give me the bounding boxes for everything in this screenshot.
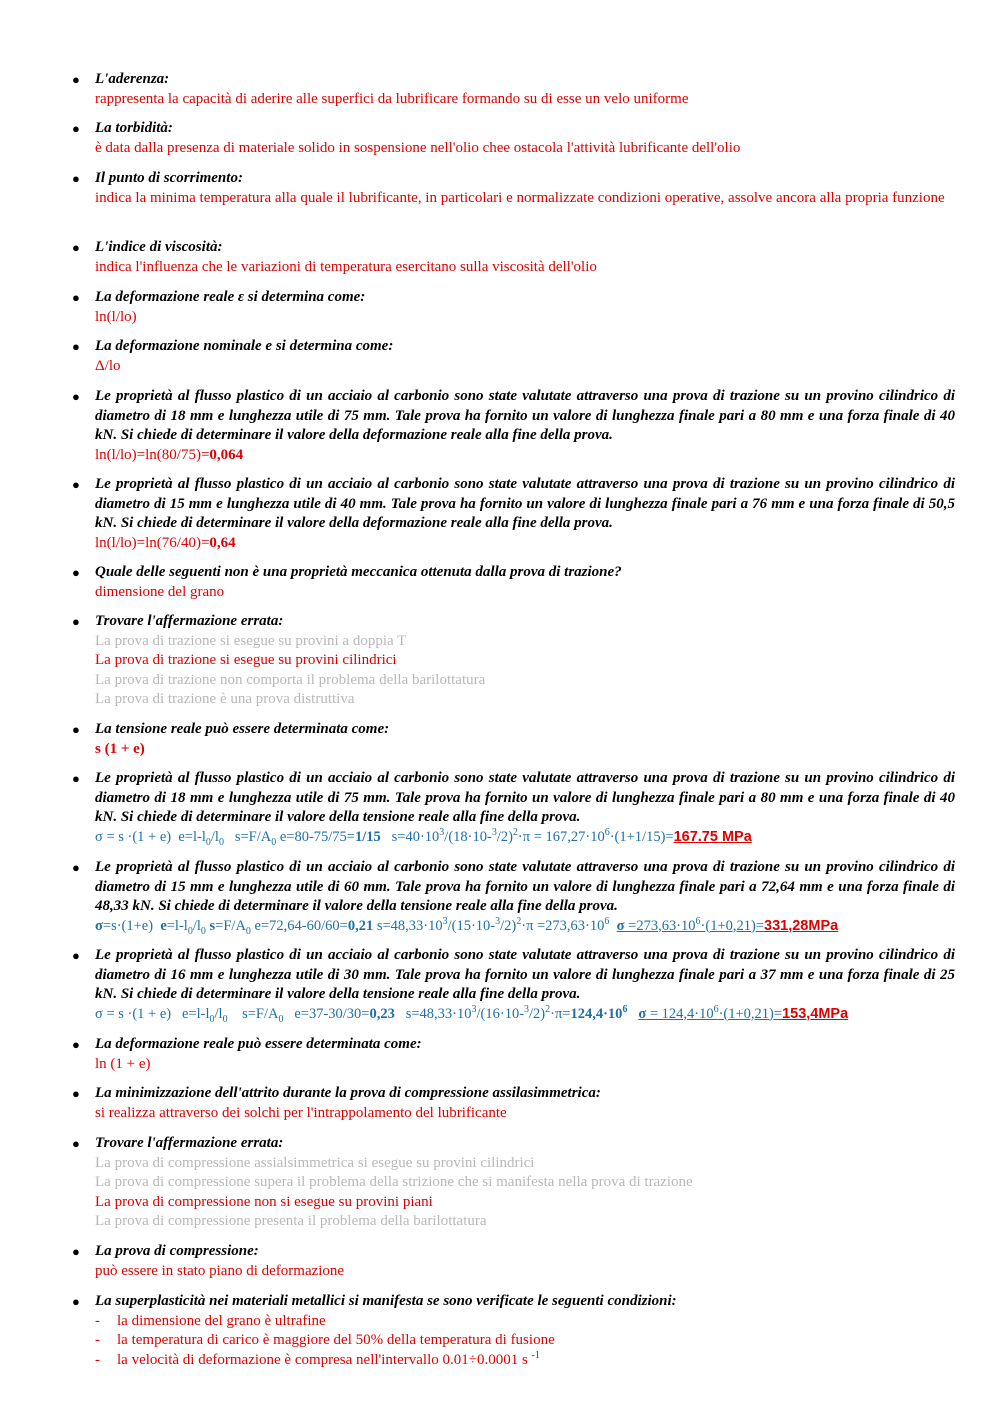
question: L'indice di viscosità: <box>95 239 223 255</box>
bullet: ● <box>72 477 80 492</box>
option-correct: La prova di trazione si esegue su provini cilindrici <box>95 652 397 668</box>
question: Trovare l'affermazione errata: <box>95 613 284 629</box>
bullet: ● <box>72 339 80 354</box>
answer: indica la minima temperatura alla quale il lubrificante, in particolari e normalizzate condizioni operative, assolve ancora alla propria funzione <box>95 189 945 206</box>
answer: Δ/lo <box>95 357 121 374</box>
list-item <box>72 946 955 1025</box>
option-wrong: La prova di compressione presenta il problema della barilottatura <box>95 1213 487 1229</box>
answer: è data dalla presenza di materiale solido in sospensione nell'olio chee ostacola l'attività lubrificante dell'olio <box>95 139 741 156</box>
result-value: 167.75 MPa <box>673 828 752 845</box>
question: Le proprietà al flusso plastico di un acciaio al carbonio sono state valutate attraverso una prova di trazione su un provino cilindrico di diametro di 18 mm e lunghezza utile di 75 mm. Tale prova ha fornito un valore di lunghezza finale pari a 80 mm e una forza finale di 40 kN. Si chiede di determinare il valore della tensione reale alla fine della prova. <box>95 770 955 825</box>
option-correct: La prova di compressione non si esegue su provini piani <box>95 1193 433 1210</box>
list-item <box>72 563 955 602</box>
bullet: ● <box>72 72 80 87</box>
answer: s (1 + e) <box>95 740 145 757</box>
list-item <box>72 119 955 158</box>
bullet: ● <box>72 1244 80 1259</box>
list-item <box>72 475 955 553</box>
condition-item: - la temperatura di carico è maggiore del 50% della temperatura di fusione <box>95 1332 555 1348</box>
list-item <box>72 1035 955 1074</box>
list-item <box>72 1084 955 1123</box>
question: La prova di compressione: <box>95 1243 259 1259</box>
question: Le proprietà al flusso plastico di un acciaio al carbonio sono state valutate attraverso una prova di trazione su un provino cilindrico di diametro di 15 mm e lunghezza utile di 60 mm. Tale prova ha fornito un valore di lunghezza finale pari a 72,64 mm e una forza finale di 48,33 kN. Si chiede di determinare il valore della tensione reale alla fine della prova. <box>95 859 955 914</box>
bullet: ● <box>72 171 80 186</box>
solution-formula: σ = s ·(1 + e) $e=l-l_0/l_0$ $s=F/A_0$ e=80-75/75=1/15 $s=40\cdot 10^3/(18\cdot 10-^3/2)^2\cdot\pi = 167,27\cdot 10^6\cdot(1+1/15)=167.75$ MPa <box>95 826 752 848</box>
condition-item: - la dimensione del grano è ultrafine <box>95 1312 326 1329</box>
answer: ln(l/lo)=ln(80/75)=0,064 <box>95 446 244 463</box>
answer: dimensione del grano <box>95 583 225 600</box>
list-item <box>72 1292 955 1370</box>
bullet: ● <box>72 948 80 963</box>
question: La deformazione reale può essere determinata come: <box>95 1036 422 1052</box>
bullet: ● <box>72 771 80 786</box>
list-item <box>72 387 955 465</box>
list-item <box>72 337 955 376</box>
result-value: 331,28MPa <box>764 917 839 934</box>
bullet: ● <box>72 860 80 875</box>
list-item <box>72 288 955 327</box>
question: La superplasticità nei materiali metallici si manifesta se sono verificate le seguenti condizioni: <box>95 1293 677 1309</box>
list-item <box>72 858 955 937</box>
option-wrong: La prova di compressione supera il problema della strizione che si manifesta nella prova di trazione <box>95 1174 693 1190</box>
bullet: ● <box>72 722 80 737</box>
question: La tensione reale può essere determinata come: <box>95 721 390 737</box>
list-item <box>72 169 955 208</box>
question: L'aderenza: <box>95 71 170 87</box>
list-item <box>72 612 955 710</box>
list-item <box>72 1134 955 1232</box>
bullet: ● <box>72 121 80 136</box>
answer: può essere in stato piano di deformazione <box>95 1262 345 1279</box>
condition-item: - la velocità di deformazione è compresa nell'intervallo 0.01÷0.0001 s $^{-1}$ <box>95 1349 540 1368</box>
answer: indica l'influenza che le variazioni di temperatura esercitano sulla viscosità dell'olio <box>95 258 597 275</box>
list-item <box>72 769 955 848</box>
question: La deformazione reale ε si determina come: <box>95 289 366 305</box>
question: La torbidità: <box>95 120 173 136</box>
bullet: ● <box>72 565 80 580</box>
solution-formula: σ = s ·(1 + e) $e=l-l_0/l_0$ $s=F/A_0$ e=37-30/30=0,23 $s=48,33\cdot 10^3/(16\cdot 10-^3/2)^2\cdot\pi=124,4\cdot 10^6$ $\sigma = 124,4\cdot 10^6\cdot(1+0,21)=153,4MPa$ <box>95 1003 849 1025</box>
question: Trovare l'affermazione errata: <box>95 1135 284 1151</box>
bullet: ● <box>72 1037 80 1052</box>
solution-formula: σ=s·(1+e) $e=l-l_0/l_0$ $s=F/A_0$ e=72,64-60/60=0,21 $s=48,33\cdot 10^3/(15\cdot 10-^3/2)^2\cdot\pi =273,63\cdot 10^6$ $\sigma =273,63\cdot 10^6\cdot(1+0,21)=331,28MPa$ <box>95 915 839 937</box>
question: La minimizzazione dell'attrito durante la prova di compressione assilasimmetrica: <box>95 1085 601 1101</box>
result-value: 153,4MPa <box>782 1005 849 1022</box>
answer: ln(l/lo)=ln(76/40)=0,64 <box>95 534 236 551</box>
option-wrong: La prova di compressione assialsimmetrica si esegue su provini cilindrici <box>95 1154 535 1171</box>
question: Le proprietà al flusso plastico di un acciaio al carbonio sono state valutate attraverso una prova di trazione su un provino cilindrico di diametro di 18 mm e lunghezza utile di 75 mm. Tale prova ha fornito un valore di lunghezza finale pari a 80 mm e una forza finale di 40 kN. Si chiede di determinare il valore della deformazione reale alla fine della prova. <box>95 388 955 443</box>
bullet: ● <box>72 240 80 255</box>
list-item <box>72 70 955 109</box>
bullet: ● <box>72 1136 80 1151</box>
answer: rappresenta la capacità di aderire alle superfici da lubrificare formando su di esse un velo uniforme <box>95 90 689 107</box>
bullet: ● <box>72 290 80 305</box>
bullet: ● <box>72 389 80 404</box>
answer: ln (1 + e) <box>95 1055 151 1072</box>
bullet: ● <box>72 614 80 629</box>
question: Il punto di scorrimento: <box>95 170 243 186</box>
answer: ln(l/lo) <box>95 308 137 325</box>
question: Le proprietà al flusso plastico di un acciaio al carbonio sono state valutate attraverso una prova di trazione su un provino cilindrico di diametro di 15 mm e lunghezza utile di 40 mm. Tale prova ha fornito un valore di lunghezza finale pari a 76 mm e una forza finale di 50,5 kN. Si chiede di determinare il valore della deformazione reale alla fine della prova. <box>95 476 955 531</box>
list-item <box>72 720 955 759</box>
list-item <box>72 238 955 277</box>
option-wrong: La prova di trazione è una prova distruttiva <box>95 691 355 707</box>
option-wrong: La prova di trazione non comporta il problema della barilottatura <box>95 671 486 688</box>
question: La deformazione nominale e si determina come: <box>95 338 394 354</box>
option-wrong: La prova di trazione si esegue su provini a doppia T <box>95 632 407 649</box>
answer: si realizza attraverso dei solchi per l'intrappolamento del lubrificante <box>95 1104 507 1121</box>
bullet: ● <box>72 1086 80 1101</box>
list-item <box>72 1242 955 1281</box>
question: Le proprietà al flusso plastico di un acciaio al carbonio sono state valutate attraverso una prova di trazione su un provino cilindrico di diametro di 16 mm e lunghezza utile di 30 mm. Tale prova ha fornito un valore di lunghezza finale pari a 37 mm e una forza finale di 25 kN. Si chiede di determinare il valore della tensione reale alla fine della prova. <box>95 947 955 1002</box>
bullet: ● <box>72 1294 80 1309</box>
question: Quale delle seguenti non è una proprietà meccanica ottenuta dalla prova di trazione? <box>95 564 622 580</box>
